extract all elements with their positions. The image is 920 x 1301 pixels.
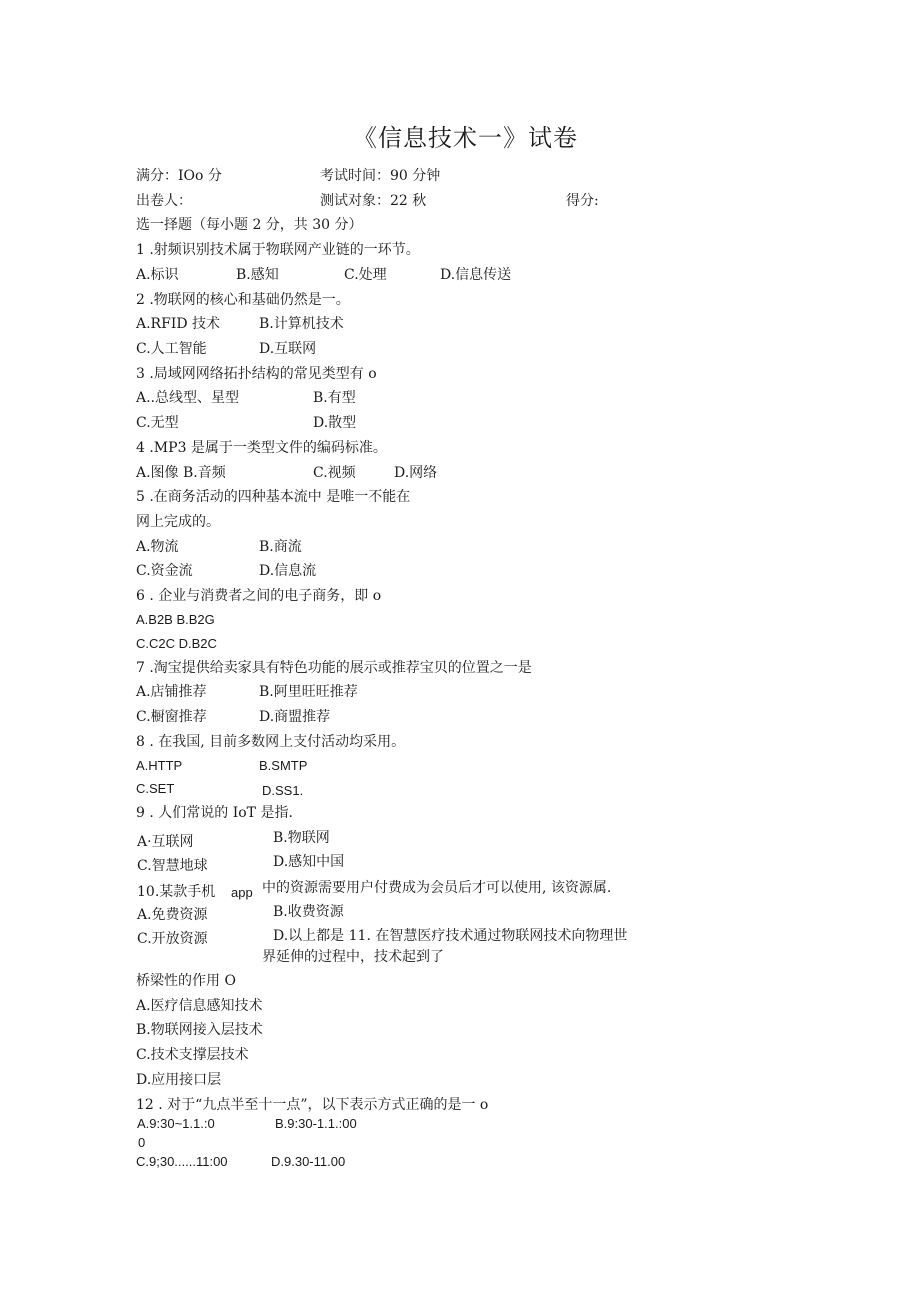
question-3: 3 .局域网网络拓扑结构的常见类型有 o xyxy=(136,366,377,382)
question-10-cont: 中的资源需要用户付费成为会员后才可以使用, 该资源属. xyxy=(262,880,612,896)
q11-option-d: D.应用接口层 xyxy=(136,1072,222,1088)
question-10: 10.某款手机 xyxy=(137,884,216,900)
q10-option-d-q11: D.以上都是 11. 在智慧医疗技术通过物联网技术向物理世 xyxy=(273,928,628,944)
q4-option-c: C.视频 xyxy=(313,465,356,481)
full-score: 满分：IOo 分 xyxy=(136,168,222,184)
question-10-app: app xyxy=(231,885,253,900)
question-9: 9 . 人们常说的 IoT 是指. xyxy=(136,805,293,821)
q12-option-d: D.9.30-11.00 xyxy=(271,1154,346,1169)
q5-option-b: B.商流 xyxy=(259,539,302,555)
q2-option-c: C.人工智能 xyxy=(136,341,207,357)
q12-option-c: C.9;30......11:00 xyxy=(136,1154,228,1169)
q8-option-a: A.HTTP xyxy=(136,758,183,773)
q11-option-c: C.技术支撑层技术 xyxy=(136,1047,249,1063)
score-field: 得分: xyxy=(566,193,599,209)
q3-option-d: D.散型 xyxy=(313,415,357,431)
q8-option-d: D.SS1. xyxy=(262,783,304,798)
q7-option-a: A.店铺推荐 xyxy=(136,684,207,700)
q6-options-cd: C.C2C D.B2C xyxy=(136,636,217,651)
question-12: 12 . 对于“九点半至十一点”，以下表示方式正确的是一 o xyxy=(136,1097,489,1113)
q3-option-c: C.无型 xyxy=(136,415,179,431)
question-5: 5 .在商务活动的四种基本流中 是唯一不能在 xyxy=(136,489,411,505)
question-1: 1 .射频识别技术属于物联网产业链的一环节。 xyxy=(136,242,420,258)
q9-option-c: C.智慧地球 xyxy=(137,858,208,874)
q6-options-ab: A.B2B B.B2G xyxy=(136,612,215,627)
q3-option-a: A..总线型、星型 xyxy=(136,390,240,406)
q7-option-c: C.橱窗推荐 xyxy=(136,709,207,725)
q7-option-b: B.阿里旺旺推荐 xyxy=(259,684,358,700)
q5-option-c: C.资金流 xyxy=(136,563,193,579)
q10-option-c: C.开放资源 xyxy=(137,931,208,947)
test-target: 测试对象：22 秋 xyxy=(320,193,427,209)
q5-option-d: D.信息流 xyxy=(259,563,317,579)
q4-options-ab: A.图像 B.音频 xyxy=(136,465,226,481)
q11-option-b: B.物联网接入层技术 xyxy=(136,1022,263,1038)
exam-time: 考试时间：90 分钟 xyxy=(320,168,441,184)
q5-option-a: A.物流 xyxy=(136,539,179,555)
q2-option-b: B.计算机技术 xyxy=(259,316,344,332)
q1-option-a: A.标识 xyxy=(136,267,179,283)
q10-option-b: B.收费资源 xyxy=(273,904,344,920)
q3-option-b: B.有型 xyxy=(313,390,356,406)
q9-option-d: D.感知中国 xyxy=(273,854,345,870)
section-heading: 选一择题（每小题 2 分，共 30 分） xyxy=(136,217,363,233)
q12-option-b: B.9:30-1.1.:00 xyxy=(275,1116,357,1131)
q1-option-c: C.处理 xyxy=(344,267,387,283)
q4-option-d: D.网络 xyxy=(394,465,438,481)
q2-option-d: D.互联网 xyxy=(259,341,317,357)
q8-option-b: B.SMTP xyxy=(259,758,308,773)
q11-option-a: A.医疗信息感知技术 xyxy=(136,998,263,1014)
q7-option-d: D.商盟推荐 xyxy=(259,709,331,725)
question-11-cont: 界延伸的过程中，技术起到了 xyxy=(262,949,444,965)
exam-title: 《信息技术一》试卷 xyxy=(353,124,578,152)
q12-option-a-cont: 0 xyxy=(138,1135,146,1150)
question-11-cont-2: 桥梁性的作用 O xyxy=(136,973,236,989)
q1-option-d: D.信息传送 xyxy=(440,267,512,283)
question-2: 2 .物联网的核心和基础仍然是一。 xyxy=(136,292,350,308)
question-7: 7 .淘宝提供给卖家具有特色功能的展示或推荐宝贝的位置之一是 xyxy=(136,660,532,676)
author: 出卷人： xyxy=(136,193,192,209)
q9-option-a: A·互联网 xyxy=(137,834,194,850)
q8-option-c: C.SET xyxy=(136,781,175,796)
q10-option-a: A.免费资源 xyxy=(137,907,208,923)
q9-option-b: B.物联网 xyxy=(273,830,330,846)
q1-option-b: B.感知 xyxy=(236,267,279,283)
question-4: 4 .MP3 是属于一类型文件的编码标准。 xyxy=(136,440,387,456)
question-6: 6 . 企业与消费者之间的电子商务，即 o xyxy=(136,588,382,604)
question-8: 8 . 在我国, 目前多数网上支付活动均采用。 xyxy=(136,734,406,750)
q2-option-a: A.RFID 技术 xyxy=(136,316,221,332)
q12-option-a: A.9:30~1.1.:0 xyxy=(137,1116,215,1131)
question-5-cont: 网上完成的。 xyxy=(136,514,220,530)
